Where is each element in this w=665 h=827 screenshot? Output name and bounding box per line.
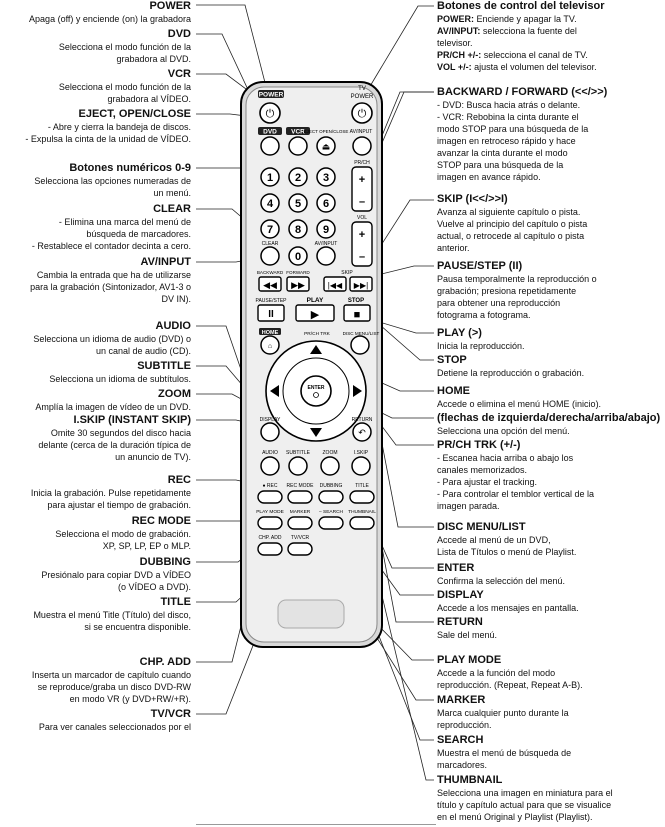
remote-grip bbox=[278, 600, 344, 628]
desc-subtitle: SUBTITLE Selecciona un idioma de subtítulos. bbox=[49, 360, 191, 384]
label-home: HOME bbox=[261, 330, 279, 336]
desc-prch-trk: PR/CH TRK (+/-) - Escanea hacia arriba o abajo los canales memorizados. - Para ajustar el tracking. - Para controlar el temblor vertical de la imagen parada. bbox=[437, 439, 595, 511]
desc-search: SEARCH Muestra el menú de búsqueda de marcadores. bbox=[437, 734, 572, 770]
desc-marker: MARKER Marca cualquier punto durante la reproducción. bbox=[437, 694, 569, 730]
label-vol: VOL bbox=[356, 215, 368, 221]
desc-home: HOME Accede o elimina el menú HOME (inicio). bbox=[437, 385, 602, 409]
bottom-rule bbox=[196, 824, 436, 825]
label-subtitle: SUBTITLE bbox=[286, 450, 310, 456]
desc-return: RETURN Sale del menú. bbox=[437, 616, 498, 640]
label-search: – SEARCH bbox=[319, 510, 343, 515]
vol-plus-icon: + bbox=[358, 229, 366, 241]
label-tv: TV bbox=[358, 86, 366, 92]
label-display: DISPLAY bbox=[259, 417, 281, 423]
desc-thumbnail: THUMBNAIL Selecciona una imagen en miniatura para el título y capítulo actual para que se visualice en el menú Original y Playlist (Playlist). bbox=[437, 774, 613, 822]
svg-text:3: 3 bbox=[322, 172, 330, 184]
desc-tvvcr: TV/VCR Para ver canales seleccionados por el bbox=[38, 708, 191, 732]
subtitle-button[interactable] bbox=[289, 457, 307, 475]
label-iskip: I.SKIP bbox=[353, 450, 369, 456]
skip-back-icon: |◀◀ bbox=[327, 281, 343, 290]
label-thumbnail: THUMBNAIL bbox=[348, 510, 376, 515]
desc-arrows: (flechas de izquierda/derecha/arriba/abajo) Selecciona una opción del menú. bbox=[437, 412, 661, 436]
pause-icon: II bbox=[268, 309, 274, 320]
eject-icon: ⏏ bbox=[321, 141, 331, 152]
desc-eject: EJECT, OPEN/CLOSE - Abre y cierra la bandeja de discos. - Expulsa la cinta de la unidad de VÍDEO. bbox=[25, 108, 191, 144]
label-vcr: VCR bbox=[291, 128, 305, 136]
desc-clear: CLEAR - Elimina una marca del menú de búsqueda de marcadores. - Restablece el contador decinta a cero. bbox=[31, 203, 191, 251]
desc-dvd: DVD Selecciona el modo función de la grabadora al DVD. bbox=[58, 28, 191, 64]
label-eject: EJECT OPEN/CLOSE bbox=[303, 129, 349, 134]
tv-avinput-button[interactable] bbox=[353, 137, 371, 155]
desc-recmode: REC MODE Selecciona el modo de grabación. XP, SP, LP, EP o MLP. bbox=[55, 515, 191, 551]
vcr-button[interactable] bbox=[289, 137, 307, 155]
desc-iskip: I.SKIP (INSTANT SKIP) Omite 30 segundos del disco hacia delante (cerca de la duración típica de un anuncio de TV). bbox=[38, 414, 191, 462]
chp-add-button[interactable] bbox=[258, 543, 282, 555]
desc-chpadd: CHP. ADD Inserta un marcador de capítulo cuando se reproduce/graba un disco DVD-RW en modo VR (y DVD+RW/+R). bbox=[31, 656, 191, 704]
svg-text:5: 5 bbox=[294, 198, 302, 210]
zoom-button[interactable] bbox=[321, 457, 339, 475]
desc-avinput: AV/INPUT Cambia la entrada que ha de utilizarse para la grabación (Sintonizador, AV1-3 o DV IN). bbox=[30, 256, 191, 304]
power-icon: ⏻ bbox=[265, 108, 275, 120]
label-power: POWER bbox=[258, 91, 284, 99]
home-icon: ⌂ bbox=[267, 343, 273, 350]
search-button[interactable] bbox=[319, 517, 343, 529]
play-mode-button[interactable] bbox=[258, 517, 282, 529]
desc-display: DISPLAY Accede a los mensajes en pantalla. bbox=[437, 589, 579, 613]
label-tv-power: POWER bbox=[350, 94, 374, 100]
label-title: TITLE bbox=[355, 483, 369, 489]
svg-text:6: 6 bbox=[322, 198, 330, 210]
desc-play: PLAY (>) Inicia la reproducción. bbox=[437, 327, 525, 351]
label-play-mode: PLAY MODE bbox=[256, 510, 284, 515]
minus-icon: – bbox=[358, 196, 366, 208]
svg-text:4: 4 bbox=[266, 198, 274, 210]
label-play: PLAY bbox=[306, 297, 324, 304]
desc-power: POWER Apaga (off) y enciende (on) la grabadora bbox=[29, 0, 191, 24]
desc-rec: REC Inicia la grabación. Pulse repetidamente para ajustar el tiempo de grabación. bbox=[30, 474, 191, 510]
tv-vcr-button[interactable] bbox=[288, 543, 312, 555]
desc-tv-control: Botones de control del televisor POWER: Enciende y apagar la TV. AV/INPUT: selecciona la fuente del televisor. PR/CH +/-: selecciona el canal de TV. VOL +/-: ajusta el volumen del televisor. bbox=[437, 0, 605, 72]
rewind-icon: ◀◀ bbox=[263, 280, 277, 290]
desc-vcr: VCR Selecciona el modo función de la grabadora al VÍDEO. bbox=[58, 68, 191, 104]
svg-text:9: 9 bbox=[322, 224, 330, 236]
label-rec-mode: REC MODE bbox=[286, 483, 314, 489]
desc-audio: AUDIO Selecciona un idioma de audio (DVD) o un canal de audio (CD). bbox=[33, 320, 191, 356]
desc-pause-step: PAUSE/STEP (II) Pausa temporalmente la reproducción o grabación; presiona repetidamente para obtener una reproducción fotograma a fotograma. bbox=[437, 260, 597, 320]
label-tv-vcr: TV/VCR bbox=[290, 535, 310, 541]
display-button[interactable] bbox=[261, 423, 279, 441]
label-prch: PR/CH bbox=[354, 160, 370, 166]
label-return: RETURN bbox=[351, 417, 373, 423]
label-rec: ● REC bbox=[262, 483, 278, 489]
return-icon: ↶ bbox=[358, 427, 366, 438]
svg-text:7: 7 bbox=[266, 224, 274, 236]
dubbing-button[interactable] bbox=[319, 491, 343, 503]
label-enter: ENTER bbox=[307, 385, 325, 391]
iskip-button[interactable] bbox=[352, 457, 370, 475]
label-stop: STOP bbox=[347, 298, 365, 304]
play-icon: ▶ bbox=[310, 309, 320, 321]
label-zoom: ZOOM bbox=[322, 450, 338, 456]
vol-minus-icon: – bbox=[358, 251, 366, 263]
label-audio: AUDIO bbox=[262, 450, 278, 456]
label-dubbing: DUBBING bbox=[319, 483, 343, 489]
skip-forward-icon: ▶▶| bbox=[353, 281, 369, 290]
desc-stop: STOP Detiene la reproducción o grabación. bbox=[437, 354, 585, 378]
desc-dubbing: DUBBING Presiónalo para copiar DVD a VÍDEO (o VÍDEO a DVD). bbox=[41, 556, 191, 592]
rec-mode-button[interactable] bbox=[288, 491, 312, 503]
desc-enter: ENTER Confirma la selección del menú. bbox=[437, 562, 566, 586]
audio-button[interactable] bbox=[261, 457, 279, 475]
enter-button[interactable] bbox=[301, 376, 331, 406]
marker-button[interactable] bbox=[288, 517, 312, 529]
label-backward: BACKWARD bbox=[256, 270, 284, 275]
label-avinput: AV/INPUT bbox=[314, 241, 338, 247]
label-disc-menu: DISC MENU/LIST bbox=[342, 331, 380, 336]
rec-button[interactable] bbox=[258, 491, 282, 503]
label-marker: MARKER bbox=[289, 510, 311, 515]
fast-forward-icon: ▶▶ bbox=[291, 280, 305, 290]
label-chp-add: CHP. ADD bbox=[258, 535, 282, 541]
stop-icon: ■ bbox=[353, 309, 361, 321]
svg-text:8: 8 bbox=[294, 224, 302, 236]
label-skip: SKIP bbox=[341, 270, 353, 276]
label-clear: CLEAR bbox=[261, 241, 279, 247]
svg-text:2: 2 bbox=[294, 172, 302, 184]
title-button[interactable] bbox=[350, 491, 374, 503]
desc-disc-menu: DISC MENU/LIST Accede al menú de un DVD, Lista de Títulos o menú de Playlist. bbox=[437, 521, 577, 557]
svg-text:0: 0 bbox=[294, 251, 302, 263]
svg-text:1: 1 bbox=[266, 172, 274, 184]
avinput-button[interactable] bbox=[317, 247, 335, 265]
tv-power-icon: ⏻ bbox=[357, 108, 367, 120]
disc-menu-button[interactable] bbox=[351, 336, 369, 354]
label-prch-trk: PR/CH TRK bbox=[304, 332, 330, 337]
plus-icon: + bbox=[358, 174, 366, 186]
label-dvd: DVD bbox=[263, 128, 277, 136]
desc-play-mode: PLAY MODE Accede a la función del modo reproducción. (Repeat, Repeat A-B). bbox=[437, 654, 583, 690]
thumbnail-button[interactable] bbox=[350, 517, 374, 529]
desc-zoom: ZOOM Amplía la imagen de vídeo de un DVD. bbox=[35, 388, 191, 412]
label-forward: FORWARD bbox=[286, 270, 310, 275]
desc-numeric: Botones numéricos 0-9 Selecciona las opciones numeradas de un menú. bbox=[34, 162, 191, 198]
desc-title: TITLE Muestra el menú Title (Título) del disco, si se encuentra disponible. bbox=[33, 596, 191, 632]
desc-backward-forward: BACKWARD / FORWARD (<</>>) - DVD: Busca hacia atrás o delante. - VCR: Rebobina la cinta durante el modo STOP para una búsqueda de la imagen en retroceso rápido y hace avanzar la cinta durante el modo STOP para una búsqueda de la imagen en avance rápido. bbox=[437, 86, 608, 182]
clear-button[interactable] bbox=[261, 247, 279, 265]
desc-skip: SKIP (I<</>>I) Avanza al siguiente capítulo o pista. Vuelve al principio del capítulo o pista actual, o retrocede al capítulo o pista anterior. bbox=[437, 193, 588, 253]
label-pause-step: PAUSE/STEP bbox=[255, 298, 287, 304]
label-avinput-tv: AV/INPUT bbox=[349, 129, 373, 135]
dvd-button[interactable] bbox=[261, 137, 279, 155]
